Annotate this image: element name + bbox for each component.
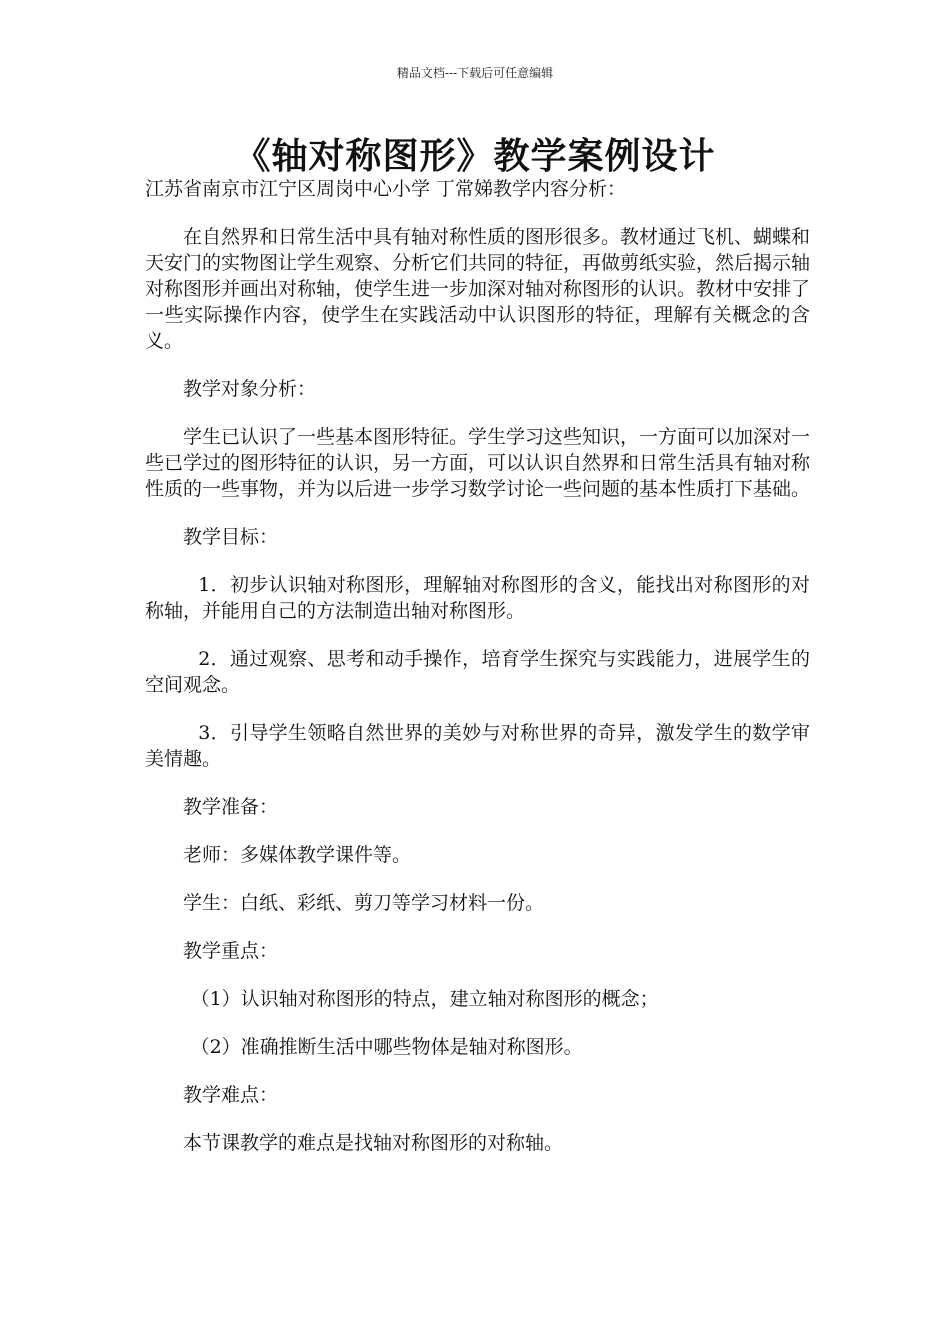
key-points-heading: 教学重点： (183, 940, 279, 962)
prep-student: 学生：白纸、彩纸、剪刀等学习材料一份。 (183, 892, 545, 914)
difficulty-text: 本节课教学的难点是找轴对称图形的对称轴。 (183, 1132, 564, 1154)
difficulty-heading: 教学难点： (183, 1084, 279, 1106)
document-title: 《轴对称图形》教学案例设计 (234, 135, 716, 177)
prep-heading: 教学准备： (183, 796, 279, 818)
object-analysis-heading: 教学对象分析： (183, 378, 317, 400)
goals-heading: 教学目标： (183, 526, 279, 548)
header-note: 精品文档---下载后可任意编辑 (396, 66, 554, 80)
goal-item-2: 2．通过观察、思考和动手操作，培育学生探究与实践能力，进展学生的空间观念。 (145, 648, 810, 696)
goal-item-3: 3．引导学生领略自然世界的美妙与对称世界的奇异，激发学生的数学审美情趣。 (145, 722, 810, 770)
object-analysis-paragraph: 学生已认识了一些基本图形特征。学生学习这些知识，一方面可以加深对一些已学过的图形特征的认识，另一方面，可以认识自然界和日常生活具有轴对称性质的一些事物，并为以后进一步学习数学讨论一些问题的基本性质打下基础。 (145, 426, 811, 500)
content-analysis-paragraph: 在自然界和日常生活中具有轴对称性质的图形很多。教材通过飞机、蝴蝶和天安门的实物图让学生观察、分析它们共同的特征，再做剪纸实验，然后揭示轴对称图形并画出对称轴，使学生进一步加深对轴对称图形的认识。教材中安排了一些实际操作内容，使学生在实践活动中认识图形的特征，理解有关概念的含义。 (145, 226, 811, 352)
prep-teacher: 老师：多媒体教学课件等。 (183, 844, 412, 866)
document-body (145, 176, 810, 1156)
key-point-1: （1）认识轴对称图形的特点，建立轴对称图形的概念； (190, 988, 659, 1010)
author-line: 江苏省南京市江宁区周岗中心小学 丁常娣教学内容分析： (145, 178, 627, 200)
goal-item-1: 1．初步认识轴对称图形，理解轴对称图形的含义，能找出对称图形的对称轴，并能用自己的方法制造出轴对称图形。 (145, 574, 810, 622)
key-point-2: （2）准确推断生活中哪些物体是轴对称图形。 (190, 1036, 583, 1058)
